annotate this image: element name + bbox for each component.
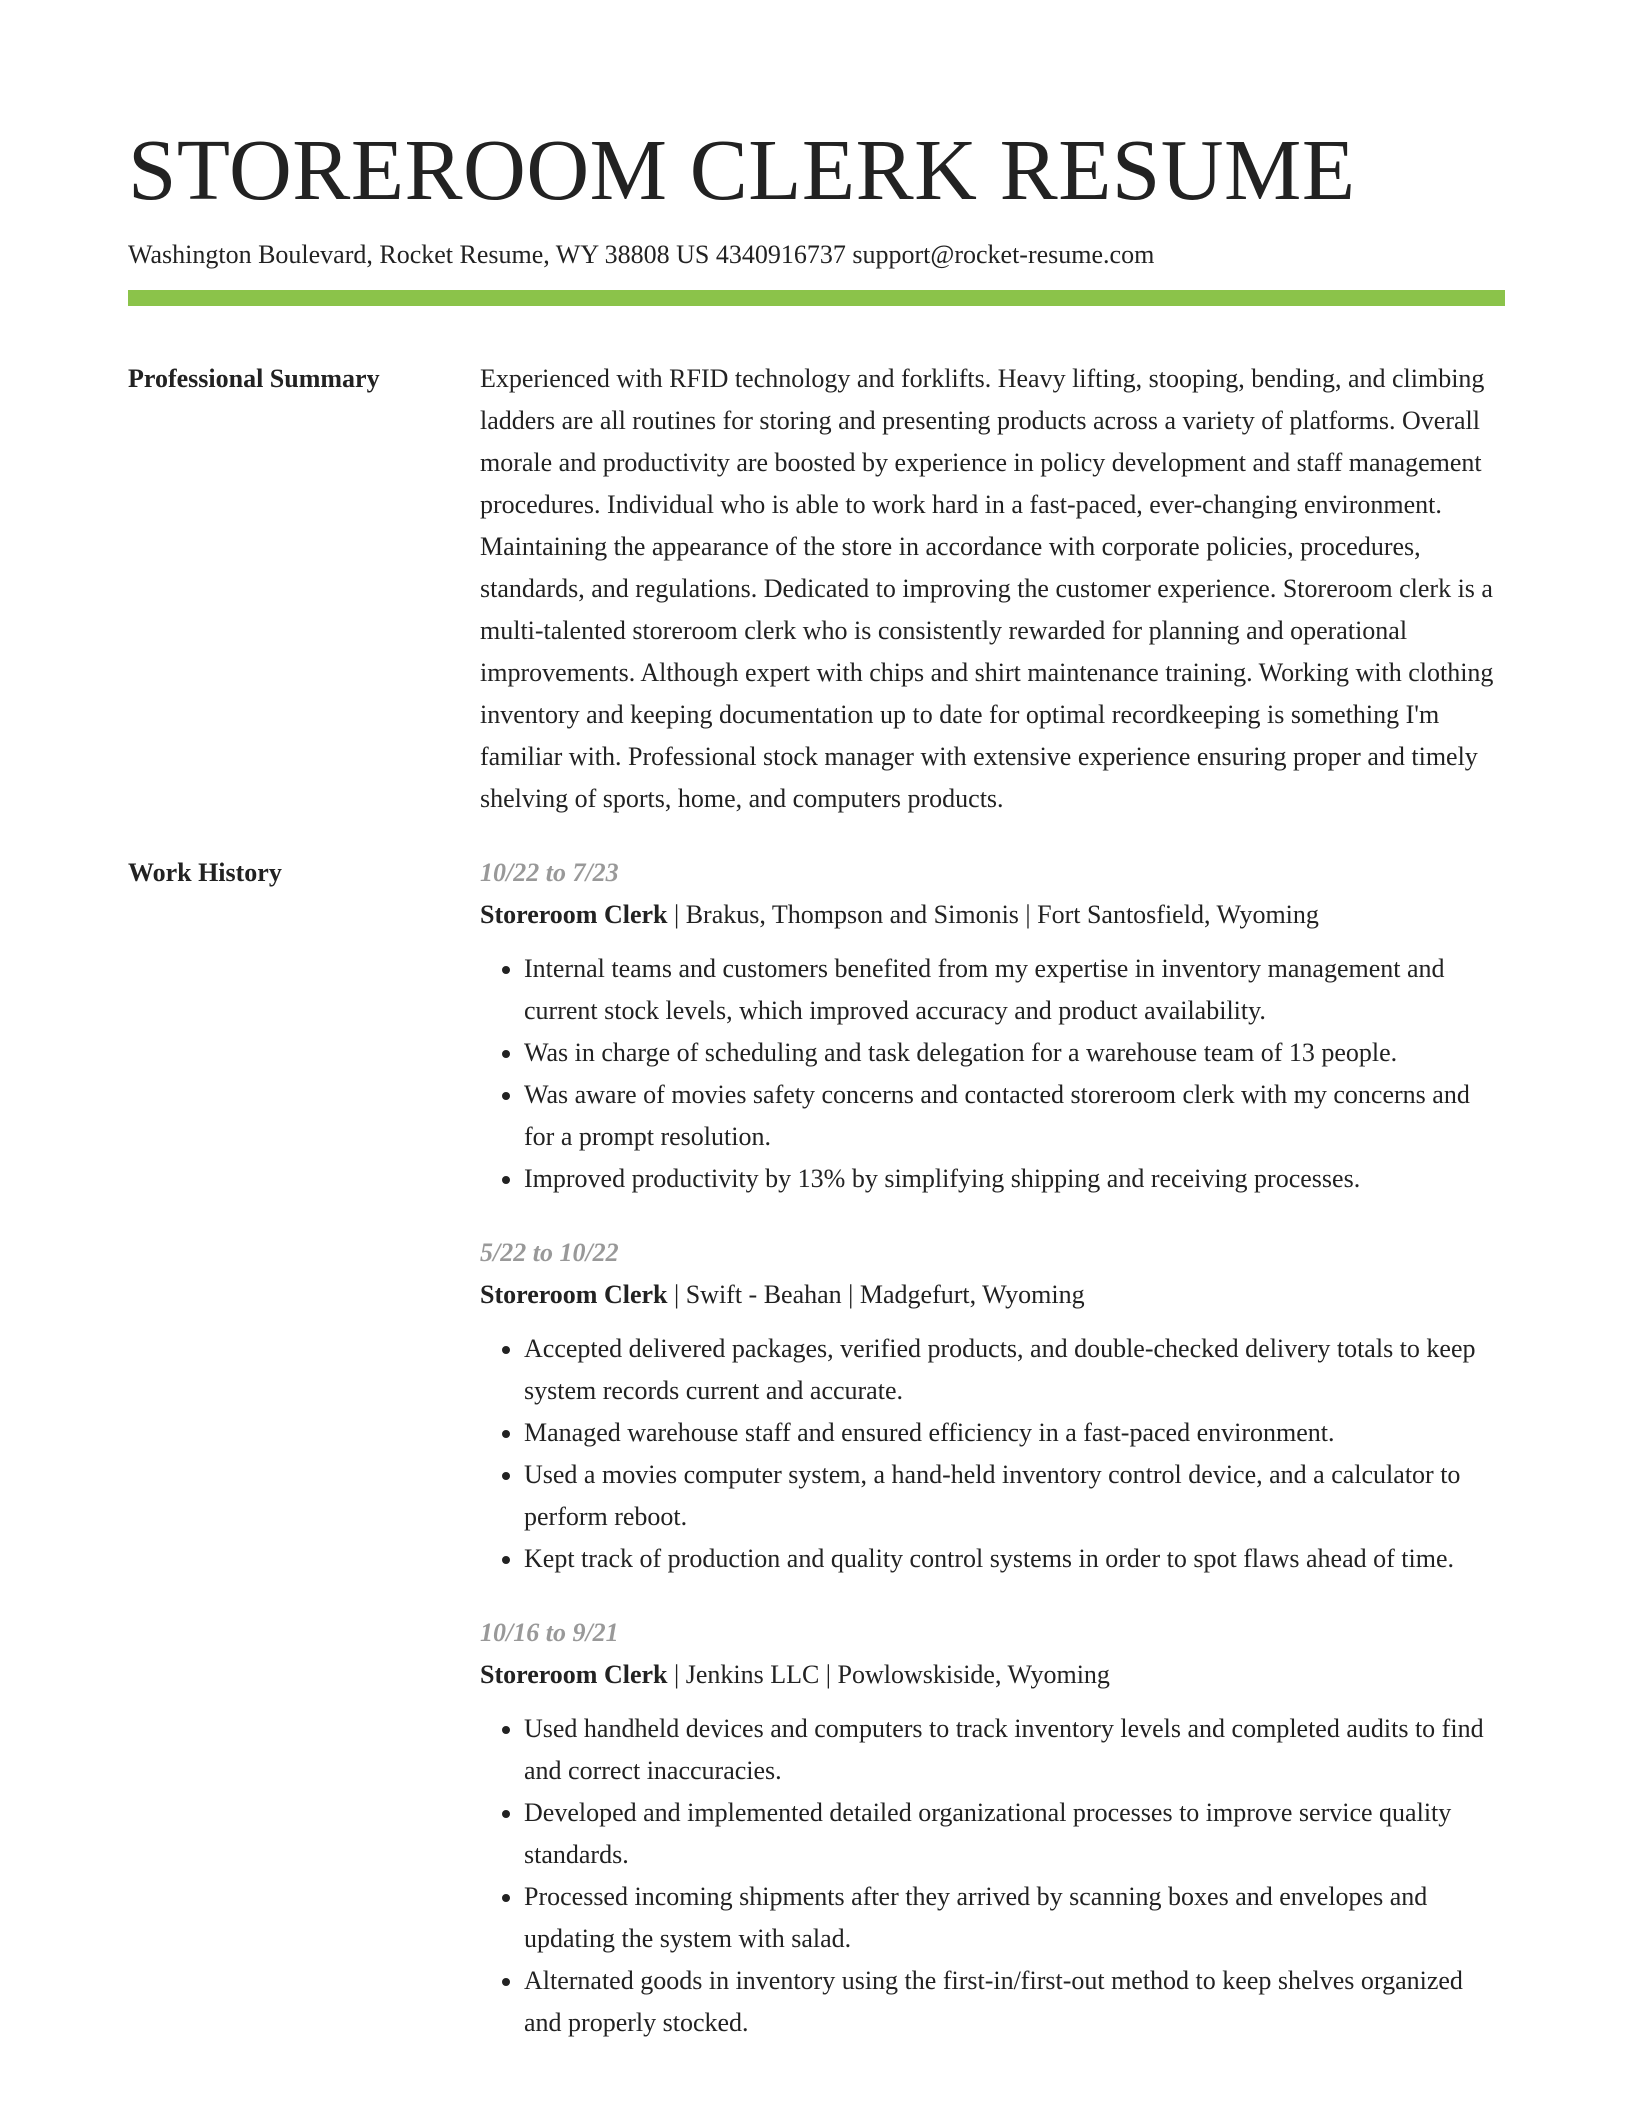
job-details: | Brakus, Thompson and Simonis | Fort Santosfield, Wyoming xyxy=(667,900,1319,929)
work-history-section xyxy=(128,852,1505,2076)
job-line xyxy=(480,1274,1505,1316)
contact-info: Washington Boulevard, Rocket Resume, WY 38808 US 4340916737 support@rocket-resume.com xyxy=(128,240,1155,269)
job-bullet: • Processed incoming shipments after they arrived by scanning boxes and envelopes and updating the system with salad. xyxy=(524,1876,1505,1960)
summary-section xyxy=(128,358,1505,820)
job-details: | Jenkins LLC | Powlowskiside, Wyoming xyxy=(667,1660,1110,1689)
job-title: Storeroom Clerk xyxy=(480,900,668,929)
job-bullet: • Was in charge of scheduling and task delegation for a warehouse team of 13 people. xyxy=(524,1032,1505,1074)
job-bullet: • Alternated goods in inventory using the first-in/first-out method to keep shelves organized and properly stocked. xyxy=(524,1960,1505,2044)
job-line xyxy=(480,1654,1505,1696)
job-details: | Swift - Beahan | Madgefurt, Wyoming xyxy=(667,1280,1085,1309)
job-dates: 10/16 to 9/21 xyxy=(480,1618,619,1647)
work-history-body xyxy=(480,852,1505,2076)
accent-divider xyxy=(128,290,1505,306)
job-bullet-list xyxy=(480,1708,1505,2044)
job-title: Storeroom Clerk xyxy=(480,1280,668,1309)
job-dates: 10/22 to 7/23 xyxy=(480,858,619,887)
job-entry xyxy=(480,1612,1505,2044)
summary-heading: Professional Summary xyxy=(128,364,380,393)
job-bullet-list xyxy=(480,1328,1505,1580)
summary-body xyxy=(480,358,1505,820)
page-title: STOREROOM CLERK RESUME xyxy=(128,121,1356,218)
resume-page xyxy=(128,0,1505,2076)
job-line xyxy=(480,894,1505,936)
job-bullet: • Used handheld devices and computers to track inventory levels and completed audits to find and correct inaccuracies. xyxy=(524,1708,1505,1792)
job-entry xyxy=(480,852,1505,1200)
job-bullet: • Was aware of movies safety concerns and contacted storeroom clerk with my concerns and for a prompt resolution. xyxy=(524,1074,1505,1158)
summary-text: Experienced with RFID technology and forklifts. Heavy lifting, stooping, bending, and climbing ladders are all routines for storing and presenting products across a variety of platforms. Overall morale and productivity are boosted by experience in policy development and staff management procedures. Individual who is able to work hard in a fast-paced, ever-changing environment. Maintaining the appearance of the store in accordance with corporate policies, procedures, standards, and regulations. Dedicated to improving the customer experience. Storeroom clerk is a multi-talented storeroom clerk who is consistently rewarded for planning and operational improvements. Although expert with chips and shirt maintenance training. Working with clothing inventory and keeping documentation up to date for optimal recordkeeping is something I'm familiar with. Professional stock manager with extensive experience ensuring proper and timely shelving of sports, home, and computers products. xyxy=(480,364,1494,813)
job-bullet-list xyxy=(480,948,1505,1200)
job-entry xyxy=(480,1232,1505,1580)
job-bullet: • Used a movies computer system, a hand-held inventory control device, and a calculator to perform reboot. xyxy=(524,1454,1505,1538)
work-history-heading: Work History xyxy=(128,858,282,887)
job-bullet: • Internal teams and customers benefited from my expertise in inventory management and current stock levels, which improved accuracy and product availability. xyxy=(524,948,1505,1032)
job-bullet: • Improved productivity by 13% by simplifying shipping and receiving processes. xyxy=(524,1158,1505,1200)
job-bullet: • Kept track of production and quality control systems in order to spot flaws ahead of time. xyxy=(524,1538,1505,1580)
job-title: Storeroom Clerk xyxy=(480,1660,668,1689)
job-dates: 5/22 to 10/22 xyxy=(480,1238,619,1267)
job-bullet: • Developed and implemented detailed organizational processes to improve service quality standards. xyxy=(524,1792,1505,1876)
job-bullet: • Accepted delivered packages, verified products, and double-checked delivery totals to keep system records current and accurate. xyxy=(524,1328,1505,1412)
job-bullet: • Managed warehouse staff and ensured efficiency in a fast-paced environment. xyxy=(524,1412,1505,1454)
